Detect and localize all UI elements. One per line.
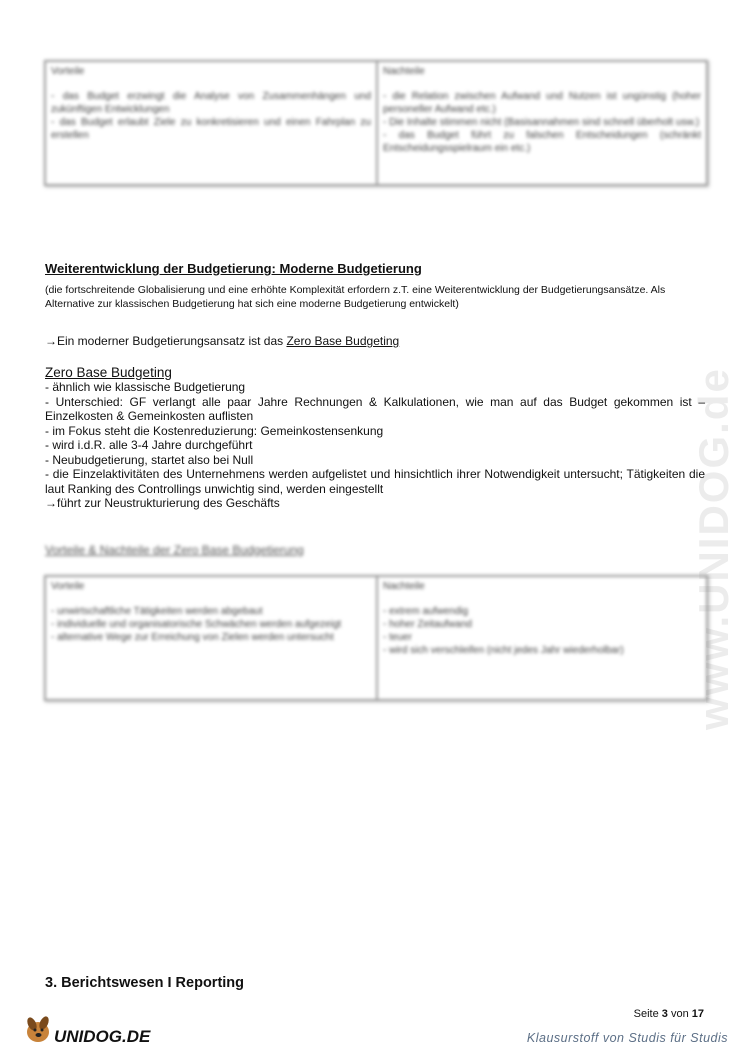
zbb-list — [45, 380, 705, 511]
section-3-heading: 3. Berichtswesen I Reporting — [45, 975, 245, 991]
zbb-item: →führt zur Neustrukturierung des Geschäfts — [45, 496, 280, 510]
advantages-disadvantages-table-1 — [44, 60, 708, 186]
table2-disadvantage-item: - wird sich verschleifen (nicht jedes Jahr wiederholbar) — [383, 645, 624, 656]
section-heading: Weiterentwicklung der Budgetierung: Moderne Budgetierung — [45, 261, 422, 276]
arrow-icon: → — [45, 334, 57, 348]
advantages-disadvantages-table-2 — [44, 575, 708, 701]
zbb-item: - Neubudgetierung, startet also bei Null — [45, 452, 254, 467]
page-prefix: Seite — [633, 1008, 662, 1020]
table2-disadvantages-header: Nachteile — [383, 581, 425, 592]
table1-advantage-item: - das Budget erlaubt Ziele zu konkretisieren und einen Fahrplan zu erstellen — [51, 117, 371, 141]
dog-icon — [22, 1008, 152, 1048]
table1-disadvantages-column — [376, 62, 706, 184]
watermark-text: www.UNIDOG.de — [690, 367, 737, 730]
zbb-item: - wird i.d.R. alle 3-4 Jahre durchgeführt — [45, 438, 253, 452]
table1-disadvantage-item: - das Budget führt zu falschen Entscheidungen (schränkt Entscheidungsspielraum ein etc.) — [383, 130, 701, 154]
page-current: 3 — [661, 1008, 668, 1020]
table2-disadvantage-item: - teuer — [383, 632, 412, 643]
zbb-item: - im Fokus steht die Kostenreduzierung: Gemeinkostensenkung — [45, 423, 384, 438]
zbb-pros-cons-heading: Vorteile & Nachteile der Zero Base Budgetierung — [45, 543, 304, 557]
table2-disadvantages-column — [376, 577, 706, 699]
zbb-item: - Unterschied: GF verlangt alle paar Jahre Rechnungen & Kalkulationen, wie man auf das Budget gekommen ist – Einzelkosten & Gemeinkosten auflisten — [45, 394, 705, 423]
table2-disadvantage-item: - extrem aufwendig — [383, 606, 469, 617]
table1-advantages-column — [46, 62, 376, 184]
table2-advantage-item: - individuelle und organisatorische Schwächen werden aufgezeigt — [51, 619, 342, 630]
ansatz-line — [45, 334, 399, 348]
table2-disadvantage-item: - hoher Zeitaufwand — [383, 619, 472, 630]
intro-paragraph: (die fortschreitende Globalisierung und eine erhöhte Komplexität erfordern z.T. eine Weiterentwicklung der Budgetierungsansätze. Als Alternative zur klassischen Budgetierung hat sich eine moderne Budgetierung entwickelt) — [45, 284, 666, 310]
table1-disadvantages-header: Nachteile — [383, 66, 425, 77]
footer-tagline: Klausurstoff von Studis für Studis — [526, 1031, 728, 1045]
table1-disadvantage-item: - Die Inhalte stimmen nicht (Basisannahmen sind schnell überholt usw.) — [383, 117, 700, 128]
table2-advantages-header: Vorteile — [51, 581, 85, 592]
table2-advantage-item: - unwirtschaftliche Tätigkeiten werden abgebaut — [51, 606, 263, 617]
zbb-reference: Zero Base Budgeting — [286, 334, 400, 348]
svg-text:UNIDOG.DE: UNIDOG.DE — [54, 1027, 151, 1046]
table2-advantages-column — [46, 577, 376, 699]
zbb-item: - die Einzelaktivitäten des Unternehmens werden aufgelistet und hinsichtlich ihrer Notwendigkeit untersucht; Tätigkeiten die laut Ranking des Controllings unwichtig sind, werden eingestellt — [45, 467, 705, 496]
zbb-item: - ähnlich wie klassische Budgetierung — [45, 380, 246, 394]
zbb-title: Zero Base Budgeting — [45, 365, 172, 380]
page-total: 17 — [691, 1008, 704, 1020]
page-number — [634, 1008, 704, 1020]
page-mid: von — [667, 1008, 692, 1020]
table1-disadvantage-item: - die Relation zwischen Aufwand und Nutzen ist ungünstig (hoher personeller Aufwand etc.) — [383, 91, 701, 115]
table2-advantage-item: - alternative Wege zur Erreichung von Zielen werden untersucht — [51, 632, 334, 643]
table1-advantages-header: Vorteile — [51, 66, 85, 77]
ansatz-text: Ein moderner Budgetierungsansatz ist das — [57, 334, 287, 348]
unidog-logo — [22, 1008, 152, 1048]
table1-advantage-item: - das Budget erzwingt die Analyse von Zusammenhängen und zukünftigen Entwicklungen — [51, 91, 371, 115]
